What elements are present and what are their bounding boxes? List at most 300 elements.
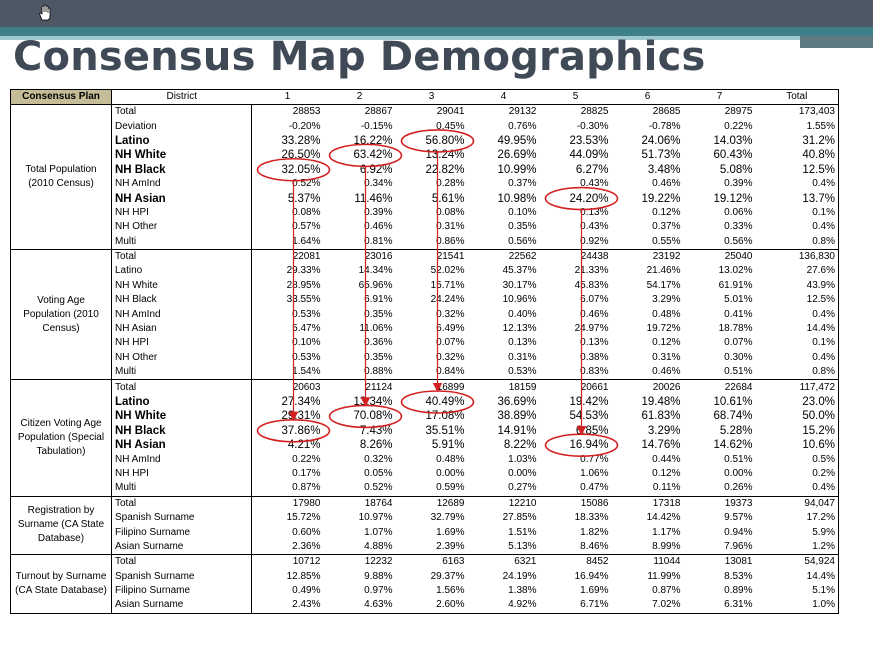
district-6-cell: 28685 [612, 105, 684, 120]
district-3-cell: 1.56% [436, 585, 465, 597]
district-5-cell: 6.71% [540, 598, 612, 613]
table-row [11, 555, 839, 570]
district-1-cell: 0.52% [292, 178, 321, 190]
district-6-cell: 0.48% [652, 308, 681, 320]
district-4-cell: 6321 [468, 555, 540, 570]
district-7-cell: 0.56% [684, 235, 756, 250]
table-row [11, 163, 839, 177]
district-6-cell: 61.83% [641, 410, 681, 423]
district-7-cell: 0.07% [724, 337, 753, 349]
district-7-cell: 9.57% [724, 512, 753, 524]
district-2-cell: 18764 [324, 496, 396, 511]
district-4-cell: 0.37% [508, 178, 537, 190]
total-cell: 12.5% [756, 163, 839, 177]
district-5-cell: 24.20% [569, 192, 609, 205]
district-5-cell: 6.07% [580, 294, 609, 306]
district-5-cell: 0.92% [540, 235, 612, 250]
district-7-cell: 60.43% [713, 149, 753, 162]
district-3-cell: 6163 [396, 555, 468, 570]
total-cell: 17.2% [756, 511, 839, 525]
district-4-cell: 4.92% [468, 598, 540, 613]
district-2-cell: 9.88% [364, 570, 393, 582]
district-1-cell: 2.43% [252, 598, 324, 613]
district-1-cell: 20603 [252, 380, 324, 395]
district-5-cell: 23.53% [569, 134, 609, 147]
district-6-cell: 0.12% [652, 206, 681, 218]
district-4-cell: 0.13% [508, 337, 537, 349]
district-2-cell: 0.39% [364, 206, 393, 218]
district-3-cell: 0.28% [436, 178, 465, 190]
district-6-cell: 21.46% [646, 265, 681, 277]
district-7-cell: 13.02% [718, 265, 753, 277]
district-7-cell: 7.96% [684, 540, 756, 555]
district-1-cell: 5.37% [287, 192, 321, 205]
district-3-cell: 35.51% [425, 424, 465, 437]
district-7-cell: 0.30% [724, 351, 753, 363]
total-cell: 0.8% [756, 365, 839, 380]
total-cell: 5.9% [756, 525, 839, 539]
district-2-cell: 0.36% [364, 337, 393, 349]
table-row [11, 134, 839, 148]
table-row [11, 264, 839, 278]
row-label: NH AmInd [112, 307, 252, 321]
district-2-cell: 12232 [324, 555, 396, 570]
table-row [11, 570, 839, 584]
district-4-cell: 27.85% [502, 512, 537, 524]
district-6-cell: 7.02% [612, 598, 684, 613]
district-5-cell: 0.43% [580, 178, 609, 190]
district-2-cell: 0.52% [324, 481, 396, 496]
district-4-cell: 30.17% [502, 279, 537, 291]
district-5-cell: 1.06% [580, 467, 609, 479]
district-1-cell: 1.64% [252, 235, 324, 250]
district-5-cell: 6.27% [575, 163, 609, 176]
district-7-cell: 0.94% [724, 526, 753, 538]
district-1-cell: 27.34% [281, 396, 321, 408]
district-4-cell: 0.40% [508, 308, 537, 320]
district-3-cell: 40.49% [425, 396, 465, 408]
district-4-cell: 12210 [468, 496, 540, 511]
district-7-cell: 22684 [684, 380, 756, 395]
district-1-cell: 15.72% [286, 512, 321, 524]
district-1-cell: 0.53% [292, 351, 321, 363]
demographics-table-wrap [10, 89, 838, 614]
district-5-cell: 16.94% [574, 570, 609, 582]
total-cell: 1.2% [756, 540, 839, 555]
district-1-cell: 0.60% [292, 526, 321, 538]
district-6-cell: 19.48% [641, 396, 681, 408]
district-1-cell: 10712 [252, 555, 324, 570]
district-3-cell: 52.02% [430, 265, 465, 277]
district-7-cell: 0.89% [724, 585, 753, 597]
district-6-cell: 0.46% [612, 365, 684, 380]
table-row [11, 148, 839, 162]
district-3-cell: 21541 [396, 249, 468, 264]
district-4-cell: 0.10% [508, 206, 537, 218]
row-label: Latino [112, 264, 252, 278]
district-3-cell: 5.61% [431, 192, 465, 205]
district-4-cell: 0.27% [468, 481, 540, 496]
district-2-cell: 28867 [324, 105, 396, 120]
district-1-cell: 0.17% [292, 467, 321, 479]
row-label: NH White [112, 409, 252, 423]
district-6-cell: 19.22% [641, 192, 681, 205]
district-4-cell: 24.19% [502, 570, 537, 582]
total-cell: 0.1% [756, 206, 839, 220]
district-3-cell: 0.48% [436, 453, 465, 465]
row-label: Total [112, 249, 252, 264]
district-1-cell: 5.47% [292, 323, 321, 335]
table-row [11, 249, 839, 264]
district-5-cell: 0.46% [580, 308, 609, 320]
table-row [11, 235, 839, 250]
district-5-cell: 1.82% [580, 526, 609, 538]
table-row [11, 293, 839, 307]
district-3-cell: 6.49% [436, 323, 465, 335]
table-row [11, 322, 839, 336]
district-3-cell: 0.07% [436, 337, 465, 349]
district-3-cell: 0.86% [396, 235, 468, 250]
district-4-cell: 29132 [468, 105, 540, 120]
district-7-cell: 0.41% [724, 308, 753, 320]
district-6-cell: -0.78% [648, 120, 681, 132]
district-4-cell: 5.13% [468, 540, 540, 555]
accent-block [800, 36, 873, 48]
header-col-4: 4 [468, 90, 540, 105]
district-6-cell: 0.87% [652, 585, 681, 597]
district-2-cell: 7.43% [359, 424, 393, 437]
district-1-cell: 12.85% [286, 570, 321, 582]
district-1-cell: 2.36% [252, 540, 324, 555]
row-label: Filipino Surname [112, 525, 252, 539]
district-6-cell: 23192 [612, 249, 684, 264]
district-3-cell: 0.31% [436, 221, 465, 233]
district-1-cell: 0.22% [292, 453, 321, 465]
district-5-cell: 20661 [540, 380, 612, 395]
district-6-cell: 19.72% [646, 323, 681, 335]
group-label: Turnout by Surname (CA State Database) [11, 555, 112, 614]
table-row [11, 467, 839, 481]
district-5-cell: 19.42% [569, 396, 609, 408]
total-cell: 0.4% [756, 307, 839, 321]
table-row [11, 395, 839, 409]
district-1-cell: 1.54% [252, 365, 324, 380]
district-3-cell: 0.08% [436, 206, 465, 218]
district-4-cell: 22562 [468, 249, 540, 264]
district-2-cell: 11.46% [354, 192, 393, 205]
district-3-cell: 24.24% [430, 294, 465, 306]
district-7-cell: 14.62% [713, 439, 753, 452]
district-4-cell: 12.13% [502, 323, 537, 335]
row-label: Multi [112, 235, 252, 250]
demographics-table [10, 89, 839, 614]
row-label: Latino [112, 134, 252, 148]
total-cell: 50.0% [756, 409, 839, 423]
district-6-cell: 8.99% [612, 540, 684, 555]
row-label: NH AmInd [112, 452, 252, 466]
group-label: Citizen Voting Age Population (Special Tabulation) [11, 380, 112, 496]
district-1-cell: 0.10% [292, 337, 321, 349]
district-2-cell: 6.92% [359, 163, 393, 176]
row-label: Multi [112, 365, 252, 380]
district-2-cell: 0.35% [364, 351, 393, 363]
district-7-cell: 13081 [684, 555, 756, 570]
table-row [11, 598, 839, 613]
district-3-cell: 13.24% [425, 149, 465, 162]
row-label: Total [112, 496, 252, 511]
district-7-cell: 0.06% [724, 206, 753, 218]
row-label: Asian Surname [112, 598, 252, 613]
district-6-cell: 0.44% [652, 453, 681, 465]
district-4-cell: 38.89% [497, 410, 537, 423]
district-3-cell: 56.80% [425, 134, 465, 147]
header-col-3: 3 [396, 90, 468, 105]
district-1-cell: 29.31% [281, 410, 321, 423]
table-row [11, 525, 839, 539]
district-3-cell: 0.32% [436, 351, 465, 363]
district-7-cell: 61.91% [718, 279, 753, 291]
district-5-cell: 0.83% [540, 365, 612, 380]
district-7-cell: 5.08% [719, 163, 753, 176]
district-4-cell: 1.03% [508, 453, 537, 465]
table-row [11, 424, 839, 438]
total-cell: 10.6% [756, 438, 839, 452]
row-label: NH HPI [112, 336, 252, 350]
row-label: NH HPI [112, 467, 252, 481]
hand-cursor-icon [35, 3, 55, 23]
district-7-cell: 8.53% [724, 570, 753, 582]
total-cell: 13.7% [756, 191, 839, 205]
table-body [11, 105, 839, 614]
district-4-cell: 49.95% [497, 134, 537, 147]
district-2-cell: 8.26% [359, 439, 393, 452]
total-cell: 0.1% [756, 336, 839, 350]
district-5-cell: 8.46% [540, 540, 612, 555]
district-4-cell: 10.98% [497, 192, 537, 205]
total-cell: 0.4% [756, 177, 839, 191]
district-2-cell: 0.88% [324, 365, 396, 380]
row-label: NH Black [112, 293, 252, 307]
district-4-cell: 36.69% [497, 396, 537, 408]
district-5-cell: 0.38% [580, 351, 609, 363]
table-row [11, 481, 839, 496]
district-6-cell: 0.46% [652, 178, 681, 190]
district-7-cell: 25040 [684, 249, 756, 264]
row-label: Filipino Surname [112, 584, 252, 598]
total-cell: 0.4% [756, 220, 839, 234]
district-2-cell: 4.88% [324, 540, 396, 555]
district-5-cell: 28825 [540, 105, 612, 120]
district-1-cell: 17980 [252, 496, 324, 511]
district-6-cell: 0.11% [612, 481, 684, 496]
district-2-cell: 16.22% [353, 134, 393, 147]
district-2-cell: 65.96% [358, 279, 393, 291]
total-cell: 15.2% [756, 424, 839, 438]
district-5-cell: -0.30% [576, 120, 609, 132]
table-row [11, 105, 839, 120]
group-label: Total Population (2010 Census) [11, 105, 112, 250]
district-7-cell: 19373 [684, 496, 756, 511]
header-col-total: Total [756, 90, 839, 105]
district-7-cell: 68.74% [713, 410, 753, 423]
district-6-cell: 14.76% [641, 439, 681, 452]
row-label: NH Asian [112, 191, 252, 205]
district-4-cell: 0.00% [508, 467, 537, 479]
district-7-cell: 0.51% [724, 453, 753, 465]
table-row [11, 511, 839, 525]
district-3-cell: 15.71% [430, 279, 465, 291]
row-label: Spanish Surname [112, 570, 252, 584]
district-6-cell: 1.17% [652, 526, 681, 538]
district-6-cell: 3.29% [647, 424, 681, 437]
district-7-cell: 0.22% [724, 120, 753, 132]
district-5-cell: 0.77% [580, 453, 609, 465]
header-col-6: 6 [612, 90, 684, 105]
district-7-cell: 0.51% [684, 365, 756, 380]
total-cell: 94,047 [756, 496, 839, 511]
district-2-cell: 0.97% [364, 585, 393, 597]
row-label: NH Asian [112, 438, 252, 452]
district-2-cell: 10.97% [358, 512, 393, 524]
district-4-cell: 10.96% [502, 294, 537, 306]
table-row [11, 336, 839, 350]
district-1-cell: 33.28% [281, 134, 321, 147]
total-cell: 12.5% [756, 293, 839, 307]
row-label: Total [112, 380, 252, 395]
district-3-cell: 2.39% [396, 540, 468, 555]
row-label: Asian Surname [112, 540, 252, 555]
district-2-cell: 6.91% [364, 294, 393, 306]
row-label: Deviation [112, 119, 252, 133]
district-2-cell: 0.05% [364, 467, 393, 479]
district-1-cell: 29.33% [286, 265, 321, 277]
district-4-cell: 0.35% [508, 221, 537, 233]
district-7-cell: 14.03% [713, 134, 753, 147]
district-4-cell: 26.69% [497, 149, 537, 162]
district-6-cell: 11.99% [647, 570, 681, 582]
district-4-cell: 10.99% [497, 163, 537, 176]
header-district: District [112, 90, 252, 105]
district-6-cell: 3.48% [647, 163, 681, 176]
header-row [11, 90, 839, 105]
header-col-5: 5 [540, 90, 612, 105]
table-row [11, 119, 839, 133]
district-1-cell: 26.50% [281, 149, 321, 162]
district-6-cell: 17318 [612, 496, 684, 511]
district-2-cell: 11.06% [359, 323, 393, 335]
district-7-cell: 5.28% [719, 424, 753, 437]
district-1-cell: 0.49% [292, 585, 321, 597]
district-6-cell: 51.73% [641, 149, 681, 162]
district-7-cell: 5.01% [724, 294, 753, 306]
district-6-cell: 14.42% [646, 512, 681, 524]
total-cell: 0.5% [756, 452, 839, 466]
table-row [11, 177, 839, 191]
district-1-cell: 32.05% [281, 163, 321, 176]
district-3-cell: 2.60% [396, 598, 468, 613]
district-6-cell: 0.31% [652, 351, 681, 363]
district-1-cell: 28853 [252, 105, 324, 120]
row-label: NH AmInd [112, 177, 252, 191]
district-7-cell: 18.78% [718, 323, 753, 335]
table-row [11, 380, 839, 395]
district-5-cell: 0.13% [580, 206, 609, 218]
district-7-cell: 6.31% [684, 598, 756, 613]
district-1-cell: 0.87% [252, 481, 324, 496]
district-7-cell: 19.12% [713, 192, 753, 205]
district-4-cell: 14.91% [497, 424, 537, 437]
table-row [11, 409, 839, 423]
district-2-cell: 0.35% [364, 308, 393, 320]
district-3-cell: 17.08% [425, 410, 465, 423]
district-3-cell: 29.37% [430, 570, 465, 582]
district-5-cell: 21.33% [574, 265, 609, 277]
total-cell: 14.4% [756, 570, 839, 584]
district-5-cell: 0.13% [580, 337, 609, 349]
row-label: NH Black [112, 424, 252, 438]
header-consensus-plan: Consensus Plan [11, 90, 112, 105]
row-label: Spanish Surname [112, 511, 252, 525]
district-3-cell: 0.45% [436, 120, 465, 132]
district-1-cell: 33.55% [286, 294, 321, 306]
district-2-cell: 70.08% [353, 410, 393, 423]
row-label: NH Black [112, 163, 252, 177]
district-2-cell: 0.32% [364, 453, 393, 465]
table-row [11, 206, 839, 220]
row-label: NH HPI [112, 206, 252, 220]
table-row [11, 220, 839, 234]
header-col-1: 1 [252, 90, 324, 105]
total-cell: 0.8% [756, 235, 839, 250]
district-4-cell: 0.53% [468, 365, 540, 380]
district-7-cell: 0.26% [684, 481, 756, 496]
district-4-cell: 0.76% [508, 120, 537, 132]
district-3-cell: 32.79% [430, 512, 465, 524]
district-3-cell: 29041 [396, 105, 468, 120]
district-5-cell: 6.85% [575, 424, 609, 437]
district-1-cell: 28.95% [286, 279, 321, 291]
district-4-cell: 1.38% [508, 585, 537, 597]
table-row [11, 496, 839, 511]
district-4-cell: 1.51% [508, 526, 537, 538]
district-7-cell: 28975 [684, 105, 756, 120]
group-label: Registration by Surname (CA State Database) [11, 496, 112, 555]
district-3-cell: 0.00% [436, 467, 465, 479]
district-7-cell: 0.39% [724, 178, 753, 190]
district-4-cell: 18159 [468, 380, 540, 395]
total-cell: 1.0% [756, 598, 839, 613]
row-label: Total [112, 105, 252, 120]
district-5-cell: 18.33% [574, 512, 609, 524]
district-4-cell: 8.22% [503, 439, 537, 452]
row-label: NH White [112, 279, 252, 293]
district-1-cell: 22081 [252, 249, 324, 264]
group-label: Voting Age Population (2010 Census) [11, 249, 112, 380]
total-cell: 31.2% [756, 134, 839, 148]
district-2-cell: 0.34% [364, 178, 393, 190]
total-cell: 0.4% [756, 351, 839, 365]
table-row [11, 279, 839, 293]
district-7-cell: 10.61% [713, 396, 753, 408]
district-7-cell: 0.33% [724, 221, 753, 233]
table-row [11, 365, 839, 380]
district-6-cell: 54.17% [646, 279, 681, 291]
top-toolbar [0, 0, 873, 27]
table-row [11, 540, 839, 555]
district-1-cell: 0.57% [292, 221, 321, 233]
header-col-2: 2 [324, 90, 396, 105]
district-3-cell: 0.84% [396, 365, 468, 380]
